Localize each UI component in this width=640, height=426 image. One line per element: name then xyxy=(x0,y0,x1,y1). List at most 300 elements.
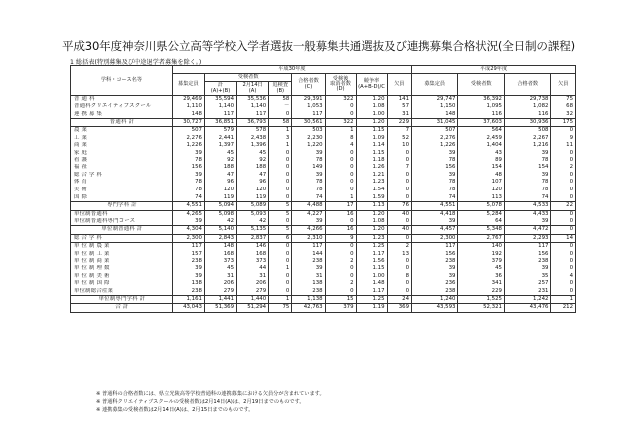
table-cell: 74 xyxy=(412,194,458,202)
table-cell: 15 xyxy=(325,295,356,303)
header-total: 計 (A)+(B) xyxy=(204,82,236,95)
table-cell: 5 xyxy=(269,210,292,218)
table-cell: 39 xyxy=(504,172,550,179)
table-row xyxy=(71,95,576,103)
table-row xyxy=(71,187,576,194)
table-cell: 39 xyxy=(412,273,458,280)
table-cell: 0 xyxy=(269,258,292,265)
header-passed-29: 合格者数 xyxy=(504,74,550,96)
header-vacancy: 欠員 xyxy=(387,74,411,96)
table-cell: 11 xyxy=(551,142,576,149)
table-cell: 0 xyxy=(551,251,576,258)
table-cell: 36 xyxy=(458,273,504,280)
table-cell: 4,304 xyxy=(172,226,204,234)
header-withdrawn: 受検後 取消者数 (D) xyxy=(325,74,356,96)
table-cell: 5,094 xyxy=(204,202,236,210)
table-cell: 1.14 xyxy=(356,142,387,149)
table-cell: 5,078 xyxy=(458,202,504,210)
table-cell: 0 xyxy=(269,187,292,194)
table-cell: 39 xyxy=(412,218,458,226)
table-cell: 48 xyxy=(458,172,504,179)
table-cell: 578 xyxy=(237,127,269,135)
table-cell: 0 xyxy=(269,251,292,258)
table-cell: 1.20 xyxy=(356,95,387,103)
table-cell: 1,226 xyxy=(172,142,204,149)
table-cell: 0 xyxy=(551,179,576,186)
table-cell: 1.13 xyxy=(356,202,387,210)
table-cell: 113 xyxy=(458,194,504,202)
table-cell: 35,536 xyxy=(237,95,269,103)
table-cell: 1,240 xyxy=(412,295,458,303)
table-row xyxy=(71,172,576,179)
table-cell: 1.18 xyxy=(356,157,387,164)
table-cell: 7 xyxy=(387,164,411,171)
table-cell: 238 xyxy=(292,258,325,265)
table-cell: 2 xyxy=(387,243,411,251)
table-cell: 341 xyxy=(458,280,504,287)
table-cell: 2,300 xyxy=(172,234,204,242)
table-cell: 564 xyxy=(458,127,504,135)
table-cell: 188 xyxy=(204,164,236,171)
table-cell: 39 xyxy=(292,150,325,157)
table-cell: 1.26 xyxy=(356,164,387,171)
table-row xyxy=(71,226,576,234)
table-cell: 35 xyxy=(504,273,550,280)
table-cell: 2 xyxy=(325,258,356,265)
table-cell: 236 xyxy=(412,280,458,287)
table-cell: 138 xyxy=(172,280,204,287)
table-cell: 13 xyxy=(387,251,411,258)
table-cell: 31 xyxy=(237,273,269,280)
table-cell: 24 xyxy=(387,295,411,303)
table-cell: 1.08 xyxy=(356,103,387,110)
table-cell: 0 xyxy=(551,194,576,202)
table-cell: 2,276 xyxy=(172,135,204,142)
table-cell: 45 xyxy=(204,265,236,272)
table-cell: 78 xyxy=(172,187,204,194)
row-label: 国 際 xyxy=(71,194,173,202)
table-cell: 0 xyxy=(325,273,356,280)
table-cell: 1.09 xyxy=(356,135,387,142)
table-cell: 373 xyxy=(237,258,269,265)
table-cell: 0 xyxy=(387,265,411,272)
table-cell: 229 xyxy=(458,288,504,296)
table-cell: 1,161 xyxy=(172,295,204,303)
table-cell: 379 xyxy=(458,258,504,265)
table-cell: 1.19 xyxy=(356,304,387,312)
table-cell: 1.15 xyxy=(356,127,387,135)
table-cell: 148 xyxy=(172,111,204,119)
table-cell: 1,216 xyxy=(504,142,550,149)
table-cell: 4 xyxy=(551,273,576,280)
table-cell: 0 xyxy=(325,251,356,258)
table-cell: 1.25 xyxy=(356,243,387,251)
table-cell: 0 xyxy=(551,127,576,135)
table-cell: 4,533 xyxy=(504,202,550,210)
table-row xyxy=(71,111,576,119)
results-table xyxy=(70,65,576,313)
table-row xyxy=(71,150,576,157)
table-cell: 2,300 xyxy=(412,234,458,242)
row-label: 単位制普通科 計 xyxy=(71,226,173,234)
table-cell: 39 xyxy=(172,273,204,280)
table-cell: 44 xyxy=(237,265,269,272)
table-cell: 0 xyxy=(387,280,411,287)
table-cell: 39 xyxy=(412,150,458,157)
table-cell: 1.20 xyxy=(356,118,387,126)
table-cell: 1.00 xyxy=(356,111,387,119)
table-cell: 1.23 xyxy=(356,179,387,186)
row-label: 福 祉 xyxy=(71,164,173,171)
table-cell: 58 xyxy=(269,95,292,103)
table-cell: 4,472 xyxy=(504,226,550,234)
table-cell: 37,603 xyxy=(458,118,504,126)
table-cell: 156 xyxy=(412,164,458,171)
table-cell: 119 xyxy=(237,194,269,202)
table-cell: 22 xyxy=(551,202,576,210)
table-cell: 0 xyxy=(269,179,292,186)
table-cell: 0 xyxy=(551,280,576,287)
table-cell: 0 xyxy=(269,157,292,164)
table-cell: 507 xyxy=(412,127,458,135)
table-cell: 0 xyxy=(269,172,292,179)
table-cell: 89 xyxy=(458,157,504,164)
table-cell: 1.15 xyxy=(356,150,387,157)
table-cell: 156 xyxy=(412,251,458,258)
table-cell: 1.17 xyxy=(356,288,387,296)
header-capacity: 募集定員 xyxy=(172,74,204,96)
table-row xyxy=(71,234,576,242)
table-row xyxy=(71,202,576,210)
table-cell: 0 xyxy=(387,258,411,265)
table-cell: 373 xyxy=(204,258,236,265)
table-cell: 4,551 xyxy=(412,202,458,210)
table-cell: 0 xyxy=(269,273,292,280)
table-cell: 0 xyxy=(325,103,356,110)
table-cell: 39 xyxy=(172,218,204,226)
table-cell: 0 xyxy=(551,187,576,194)
row-label: 看 護 xyxy=(71,157,173,164)
table-cell: 0 xyxy=(387,179,411,186)
footnote: ※ 連携募集の受検者数は2月14日(A)は、2月15日までのものです。 xyxy=(96,407,254,414)
table-cell: 42 xyxy=(237,218,269,226)
table-cell: 0 xyxy=(551,265,576,272)
table-cell: 29,391 xyxy=(292,95,325,103)
table-cell: 0 xyxy=(325,157,356,164)
table-cell: 1.48 xyxy=(356,280,387,287)
table-cell: 4,266 xyxy=(292,226,325,234)
table-cell: 39 xyxy=(172,150,204,157)
table-cell: 238 xyxy=(292,288,325,296)
table-row xyxy=(71,157,576,164)
table-cell: 31 xyxy=(204,273,236,280)
table-cell: 36,392 xyxy=(458,95,504,103)
table-cell: 1,396 xyxy=(237,142,269,149)
table-cell: 0 xyxy=(387,172,411,179)
table-cell: 116 xyxy=(504,111,550,119)
table-cell: 2,267 xyxy=(504,135,550,142)
row-label: 単 位 制 美 術 xyxy=(71,273,173,280)
table-cell: 45 xyxy=(204,150,236,157)
table-cell: 75 xyxy=(551,95,576,103)
table-cell: － xyxy=(269,103,292,110)
table-cell: 0 xyxy=(325,243,356,251)
table-cell: 1.20 xyxy=(356,226,387,234)
header-ratio: 競争率 (A+B-D)/C xyxy=(356,74,387,96)
row-label: 単位制普通科専門コース xyxy=(71,218,173,226)
table-row xyxy=(71,280,576,287)
table-cell: 1.59 xyxy=(356,194,387,202)
table-cell: 0 xyxy=(325,150,356,157)
table-cell: 140 xyxy=(458,243,504,251)
table-cell: 1.00 xyxy=(356,273,387,280)
row-label: 総 合 学 科 xyxy=(71,172,173,179)
table-cell: 47 xyxy=(204,172,236,179)
table-cell: 206 xyxy=(204,280,236,287)
table-cell: 5 xyxy=(269,226,292,234)
table-cell: 43,476 xyxy=(504,304,550,312)
table-cell: 57 xyxy=(387,103,411,110)
footnotes xyxy=(96,390,325,415)
table-cell: 116 xyxy=(458,111,504,119)
table-cell: 0 xyxy=(551,226,576,234)
table-cell: 45 xyxy=(458,265,504,272)
table-cell: 1 xyxy=(325,194,356,202)
table-cell: 36,793 xyxy=(237,118,269,126)
table-cell: 0 xyxy=(551,157,576,164)
row-label: 単 位 制 理 数 xyxy=(71,265,173,272)
table-cell: 31,045 xyxy=(412,118,458,126)
table-cell: 47 xyxy=(237,172,269,179)
table-cell: 508 xyxy=(504,127,550,135)
table-cell: 229 xyxy=(387,118,411,126)
table-cell: 1,150 xyxy=(412,103,458,110)
table-row xyxy=(71,243,576,251)
table-cell: 1,138 xyxy=(292,295,325,303)
row-label: 単位制普通科 xyxy=(71,210,173,218)
table-cell: 78 xyxy=(504,187,550,194)
table-cell: 1.25 xyxy=(356,295,387,303)
table-cell: 16 xyxy=(325,210,356,218)
table-cell: 117 xyxy=(292,243,325,251)
table-cell: 30,727 xyxy=(172,118,204,126)
table-cell: 279 xyxy=(204,288,236,296)
table-cell: 188 xyxy=(237,164,269,171)
table-cell: 238 xyxy=(504,258,550,265)
table-cell: 0 xyxy=(325,265,356,272)
table-cell: 117 xyxy=(292,111,325,119)
table-cell: 58 xyxy=(269,118,292,126)
table-cell: 30,936 xyxy=(504,118,550,126)
table-cell: 52 xyxy=(387,135,411,142)
header-applicants: 受検者数 xyxy=(204,74,291,82)
table-row xyxy=(71,304,576,312)
table-cell: 1,140 xyxy=(237,103,269,110)
table-cell: 96 xyxy=(204,179,236,186)
table-row xyxy=(71,194,576,202)
table-row xyxy=(71,265,576,272)
table-cell: 78 xyxy=(412,187,458,194)
table-cell: 78 xyxy=(292,179,325,186)
table-cell: 8 xyxy=(387,273,411,280)
table-cell: 238 xyxy=(172,258,204,265)
table-cell: 1.23 xyxy=(356,234,387,242)
table-row xyxy=(71,258,576,265)
table-cell: 10 xyxy=(387,142,411,149)
table-cell: 17 xyxy=(325,202,356,210)
table-cell: 238 xyxy=(172,288,204,296)
table-row xyxy=(71,251,576,258)
table-cell: 146 xyxy=(237,243,269,251)
table-cell: 503 xyxy=(292,127,325,135)
table-cell: 74 xyxy=(292,194,325,202)
table-body xyxy=(71,95,576,312)
table-cell: 148 xyxy=(204,243,236,251)
row-label: 普 通 科 xyxy=(71,95,173,103)
table-cell: 78 xyxy=(504,157,550,164)
table-cell: 0 xyxy=(269,150,292,157)
table-cell: 0 xyxy=(325,111,356,119)
table-cell: 1 xyxy=(269,142,292,149)
row-label: 家 庭 xyxy=(71,150,173,157)
row-label: 単 位 制 国 際 xyxy=(71,280,173,287)
table-cell: 76 xyxy=(387,202,411,210)
table-header xyxy=(71,66,576,96)
table-cell: 1 xyxy=(551,295,576,303)
table-cell: 0 xyxy=(387,234,411,242)
table-cell: 0 xyxy=(325,179,356,186)
table-cell: 78 xyxy=(504,179,550,186)
table-cell: 2,293 xyxy=(504,234,550,242)
table-cell: 141 xyxy=(387,95,411,103)
table-cell: 192 xyxy=(458,251,504,258)
table-cell: 0 xyxy=(325,164,356,171)
table-cell: 1.21 xyxy=(356,172,387,179)
table-cell: 0 xyxy=(387,157,411,164)
row-label: 商 業 xyxy=(71,142,173,149)
table-cell: 120 xyxy=(458,187,504,194)
table-cell: 5 xyxy=(269,202,292,210)
table-cell: 1,140 xyxy=(204,103,236,110)
table-cell: 2,837 xyxy=(237,234,269,242)
table-cell: 1,397 xyxy=(204,142,236,149)
table-cell: 0 xyxy=(269,194,292,202)
table-cell: 0 xyxy=(551,150,576,157)
header-later: 追検査 (B) xyxy=(269,82,292,95)
table-cell: 322 xyxy=(325,95,356,103)
table-cell: 1.17 xyxy=(356,251,387,258)
table-cell: 117 xyxy=(237,111,269,119)
table-cell: 0 xyxy=(387,288,411,296)
row-label: 普通科 計 xyxy=(71,118,173,126)
table-cell: 1.20 xyxy=(356,210,387,218)
row-label: 専門学科 計 xyxy=(71,202,173,210)
table-cell: 1,220 xyxy=(292,142,325,149)
table-cell: 39 xyxy=(412,172,458,179)
table-cell: 35,594 xyxy=(204,95,236,103)
table-cell: 1,525 xyxy=(458,295,504,303)
table-cell: 507 xyxy=(172,127,204,135)
table-cell: 144 xyxy=(292,251,325,258)
row-label: 体 育 xyxy=(71,179,173,186)
table-cell: 154 xyxy=(504,164,550,171)
table-cell: 16 xyxy=(325,226,356,234)
table-cell: 168 xyxy=(204,251,236,258)
table-cell: 0 xyxy=(269,243,292,251)
table-cell: 4,551 xyxy=(172,202,204,210)
table-cell: 1.54 xyxy=(356,187,387,194)
table-cell: 8 xyxy=(325,135,356,142)
table-row xyxy=(71,135,576,142)
table-cell: 2,459 xyxy=(458,135,504,142)
row-label: 合 計 xyxy=(71,304,173,312)
table-cell: 0 xyxy=(387,150,411,157)
table-cell: 43,043 xyxy=(172,304,204,312)
table-cell: 6 xyxy=(269,234,292,242)
table-cell: 5,098 xyxy=(204,210,236,218)
table-cell: 175 xyxy=(551,118,576,126)
table-cell: 1,441 xyxy=(204,295,236,303)
table-cell: 9 xyxy=(325,234,356,242)
table-row xyxy=(71,218,576,226)
table-cell: 0 xyxy=(551,172,576,179)
table-cell: 4,265 xyxy=(172,210,204,218)
table-row xyxy=(71,118,576,126)
table-cell: 0 xyxy=(269,288,292,296)
table-cell: 117 xyxy=(504,243,550,251)
table-cell: 257 xyxy=(504,280,550,287)
table-cell: 36,851 xyxy=(204,118,236,126)
row-label: 総 合 学 科 xyxy=(71,234,173,242)
row-label: 単位制専門学科 計 xyxy=(71,295,173,303)
table-cell: 74 xyxy=(172,194,204,202)
table-cell: 0 xyxy=(551,243,576,251)
table-cell: 32 xyxy=(551,111,576,119)
row-label: 単位制総合産業 xyxy=(71,288,173,296)
table-cell: 39 xyxy=(412,265,458,272)
table-cell: 0 xyxy=(551,288,576,296)
header-feb14: 2月14日 (A) xyxy=(237,82,269,95)
table-cell: 0 xyxy=(325,288,356,296)
row-label: 連 携 募 集 xyxy=(71,111,173,119)
table-cell: 78 xyxy=(172,179,204,186)
table-cell: 1.56 xyxy=(356,258,387,265)
table-cell: 5,135 xyxy=(237,226,269,234)
table-cell: 5,140 xyxy=(204,226,236,234)
table-cell: 7 xyxy=(387,127,411,135)
table-cell: 212 xyxy=(551,304,576,312)
table-cell: 117 xyxy=(204,111,236,119)
table-cell: 0 xyxy=(325,172,356,179)
table-cell: 0 xyxy=(387,187,411,194)
table-cell: 78 xyxy=(292,157,325,164)
footnote: ※ 普通科の合格者数には、県立光陵高等学校普通科の連携募集における欠員分が含まれています。 xyxy=(96,391,325,397)
table-cell: 5,348 xyxy=(458,226,504,234)
table-cell: 42 xyxy=(204,218,236,226)
table-cell: 579 xyxy=(204,127,236,135)
table-cell: 29,469 xyxy=(172,95,204,103)
table-cell: 52,321 xyxy=(458,304,504,312)
table-cell: 157 xyxy=(172,251,204,258)
table-row xyxy=(71,164,576,171)
table-row xyxy=(71,127,576,135)
table-cell: 2,767 xyxy=(458,234,504,242)
table-cell: 1 xyxy=(325,127,356,135)
table-cell: 14 xyxy=(551,234,576,242)
table-cell: 231 xyxy=(504,288,550,296)
row-label: 工 業 xyxy=(71,135,173,142)
table-cell: 5,089 xyxy=(237,202,269,210)
